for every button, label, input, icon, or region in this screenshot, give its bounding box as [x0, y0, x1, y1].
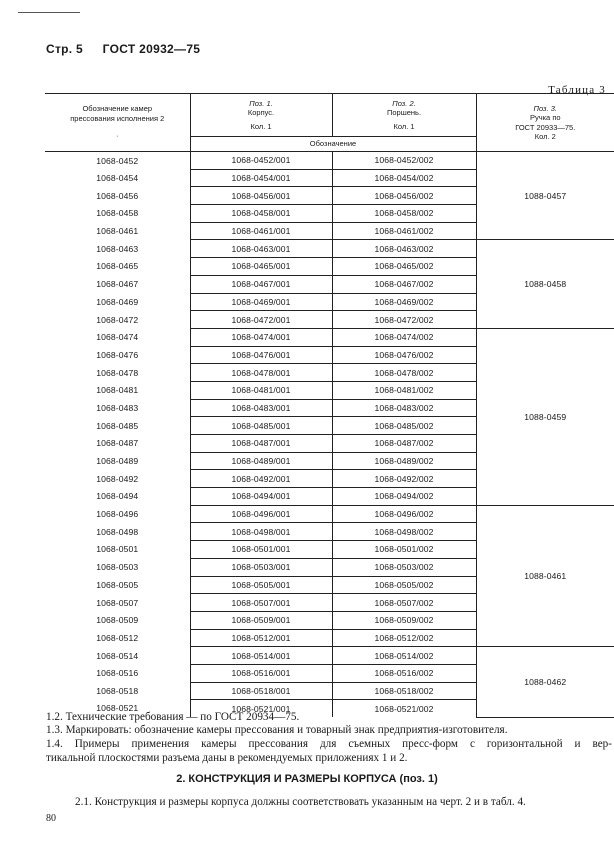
camera-designation-cell: 1068-0516	[45, 664, 190, 682]
camera-designation-cell: 1068-0501	[45, 541, 190, 559]
camera-designation-cell: 1068-0474	[45, 328, 190, 346]
piston-designation-cell: 1068-0505/002	[332, 576, 476, 594]
table-row	[45, 240, 614, 258]
body-designation-cell: 1068-0492/001	[190, 470, 332, 488]
camera-designation-cell: 1068-0505	[45, 576, 190, 594]
piston-designation-cell: 1068-0512/002	[332, 629, 476, 647]
camera-designation-cell: 1068-0512	[45, 629, 190, 647]
piston-designation-cell: 1068-0496/002	[332, 505, 476, 523]
camera-designation-cell: 1068-0476	[45, 346, 190, 364]
section-title: 2. КОНСТРУКЦИЯ И РАЗМЕРЫ КОРПУСА (поз. 1)	[176, 773, 438, 785]
paragraph-1-4-line-2: тикальной плоскостями разъема даны в рекомендуемых приложениях 1 и 2.	[46, 752, 408, 764]
camera-designation-cell: 1068-0494	[45, 488, 190, 506]
piston-designation-cell: 1068-0458/002	[332, 205, 476, 223]
piston-designation-cell: 1068-0452/002	[332, 152, 476, 170]
body-designation-cell: 1068-0478/001	[190, 364, 332, 382]
body-designation-cell: 1068-0469/001	[190, 293, 332, 311]
col1-header-marker: ·	[116, 131, 119, 141]
camera-designation-cell: 1068-0458	[45, 205, 190, 223]
body-designation-cell: 1068-0487/001	[190, 435, 332, 453]
piston-designation-cell: 1068-0494/002	[332, 488, 476, 506]
camera-designation-cell: 1068-0521	[45, 700, 190, 717]
body-designation-cell: 1068-0463/001	[190, 240, 332, 258]
table-body	[45, 152, 614, 718]
body-designation-cell: 1068-0465/001	[190, 258, 332, 276]
body-designation-cell: 1068-0476/001	[190, 346, 332, 364]
table-row	[45, 647, 614, 665]
camera-designation-cell: 1068-0461	[45, 222, 190, 240]
paragraph-2-1: 2.1. Конструкция и размеры корпуса должны соответствовать указанным на черт. 2 и в табл. 4.	[75, 796, 526, 808]
page-label: Стр. 5	[46, 42, 84, 56]
handle-designation-cell: 1088-0462	[476, 647, 614, 717]
body-designation-cell: 1068-0501/001	[190, 541, 332, 559]
camera-designation-cell: 1068-0483	[45, 399, 190, 417]
standard-title: ГОСТ 20932—75	[102, 42, 201, 56]
piston-designation-cell: 1068-0509/002	[332, 611, 476, 629]
col-header-body	[190, 94, 332, 137]
col2-header-line: Поз. 1.	[249, 98, 273, 108]
piston-designation-cell: 1068-0487/002	[332, 435, 476, 453]
piston-designation-cell: 1068-0465/002	[332, 258, 476, 276]
camera-designation-cell: 1068-0454	[45, 169, 190, 187]
camera-designation-cell: 1068-0487	[45, 435, 190, 453]
camera-designation-cell: 1068-0452	[45, 152, 190, 170]
body-designation-cell: 1068-0509/001	[190, 611, 332, 629]
piston-designation-cell: 1068-0498/002	[332, 523, 476, 541]
body-designation-cell: 1068-0496/001	[190, 505, 332, 523]
body-designation-cell: 1068-0458/001	[190, 205, 332, 223]
col2-header-line: Кол. 1	[250, 121, 272, 131]
camera-designation-cell: 1068-0509	[45, 611, 190, 629]
body-designation-cell: 1068-0485/001	[190, 417, 332, 435]
table-caption: Таблица 3	[548, 84, 606, 96]
table-row	[45, 152, 614, 170]
body-designation-cell: 1068-0494/001	[190, 488, 332, 506]
piston-designation-cell: 1068-0456/002	[332, 187, 476, 205]
piston-designation-cell: 1068-0476/002	[332, 346, 476, 364]
piston-designation-cell: 1068-0469/002	[332, 293, 476, 311]
piston-designation-cell: 1068-0489/002	[332, 452, 476, 470]
paragraph-1-2: 1.2. Технические требования — по ГОСТ 20934—75.	[46, 711, 300, 723]
piston-designation-cell: 1068-0518/002	[332, 682, 476, 700]
body-designation-cell: 1068-0507/001	[190, 594, 332, 612]
col-header-piston	[332, 94, 476, 137]
handle-designation-cell: 1088-0459	[476, 328, 614, 505]
camera-designation-cell: 1068-0518	[45, 682, 190, 700]
piston-designation-cell: 1068-0478/002	[332, 364, 476, 382]
camera-designation-cell: 1068-0498	[45, 523, 190, 541]
camera-designation-cell: 1068-0456	[45, 187, 190, 205]
body-designation-cell: 1068-0454/001	[190, 169, 332, 187]
piston-designation-cell: 1068-0483/002	[332, 399, 476, 417]
camera-designation-cell: 1068-0481	[45, 381, 190, 399]
piston-designation-cell: 1068-0507/002	[332, 594, 476, 612]
camera-designation-cell: 1068-0485	[45, 417, 190, 435]
body-designation-cell: 1068-0489/001	[190, 452, 332, 470]
piston-designation-cell: 1068-0474/002	[332, 328, 476, 346]
col2-header-line: Корпус.	[247, 108, 275, 118]
table-row	[45, 328, 614, 346]
col1-header-line: Обозначение камер	[82, 104, 153, 114]
body-designation-cell: 1068-0503/001	[190, 558, 332, 576]
body-designation-cell: 1068-0516/001	[190, 664, 332, 682]
piston-designation-cell: 1068-0481/002	[332, 381, 476, 399]
page-number: 80	[46, 813, 56, 824]
piston-designation-cell: 1068-0514/002	[332, 647, 476, 665]
body-designation-cell: 1068-0521/001	[190, 700, 332, 717]
handle-designation-cell: 1088-0457	[476, 152, 614, 240]
piston-designation-cell: 1068-0461/002	[332, 222, 476, 240]
camera-designation-cell: 1068-0489	[45, 452, 190, 470]
col-header-handle	[476, 94, 614, 152]
designation-table	[45, 93, 614, 718]
camera-designation-cell: 1068-0472	[45, 311, 190, 329]
camera-designation-cell: 1068-0492	[45, 470, 190, 488]
page-header	[46, 42, 200, 56]
col3-header-line: Поршень.	[386, 108, 422, 118]
col3-header-line: Поз. 2.	[392, 98, 416, 108]
camera-designation-cell: 1068-0503	[45, 558, 190, 576]
col4-header-line: ГОСТ 20933—75.	[515, 122, 576, 132]
piston-designation-cell: 1068-0503/002	[332, 558, 476, 576]
body-designation-cell: 1068-0514/001	[190, 647, 332, 665]
body-designation-cell: 1068-0505/001	[190, 576, 332, 594]
piston-designation-cell: 1068-0516/002	[332, 664, 476, 682]
camera-designation-cell: 1068-0478	[45, 364, 190, 382]
piston-designation-cell: 1068-0454/002	[332, 169, 476, 187]
handle-designation-cell: 1088-0458	[476, 240, 614, 328]
body-designation-cell: 1068-0483/001	[190, 399, 332, 417]
body-designation-cell: 1068-0456/001	[190, 187, 332, 205]
table-row	[45, 505, 614, 523]
piston-designation-cell: 1068-0472/002	[332, 311, 476, 329]
body-designation-cell: 1068-0461/001	[190, 222, 332, 240]
camera-designation-cell: 1068-0463	[45, 240, 190, 258]
col-header-designation	[45, 94, 190, 152]
piston-designation-cell: 1068-0492/002	[332, 470, 476, 488]
body-designation-cell: 1068-0481/001	[190, 381, 332, 399]
body-designation-cell: 1068-0512/001	[190, 629, 332, 647]
body-designation-cell: 1068-0467/001	[190, 275, 332, 293]
handle-designation-cell: 1088-0461	[476, 505, 614, 647]
body-designation-cell: 1068-0472/001	[190, 311, 332, 329]
camera-designation-cell: 1068-0469	[45, 293, 190, 311]
body-designation-cell: 1068-0474/001	[190, 328, 332, 346]
piston-designation-cell: 1068-0467/002	[332, 275, 476, 293]
camera-designation-cell: 1068-0467	[45, 275, 190, 293]
body-designation-cell: 1068-0452/001	[190, 152, 332, 170]
paragraph-1-4-line-1: 1.4. Примеры применения камеры прессования для съемных пресс-форм с горизонтальной и вер-	[46, 738, 612, 750]
col1-header-line: прессования исполнения 2	[70, 113, 165, 123]
col3-header-line: Кол. 1	[393, 121, 415, 131]
subheader-designation: Обозначение	[190, 137, 476, 152]
body-designation-cell: 1068-0498/001	[190, 523, 332, 541]
camera-designation-cell: 1068-0514	[45, 647, 190, 665]
camera-designation-cell: 1068-0507	[45, 594, 190, 612]
piston-designation-cell: 1068-0463/002	[332, 240, 476, 258]
piston-designation-cell: 1068-0521/002	[332, 700, 476, 717]
camera-designation-cell: 1068-0496	[45, 505, 190, 523]
col4-header-line: Поз. 3.	[533, 103, 557, 113]
top-rule	[18, 12, 80, 13]
paragraph-1-3: 1.3. Маркировать: обозначение камеры прессования и товарный знак предприятия-изготовителя.	[46, 724, 508, 736]
piston-designation-cell: 1068-0501/002	[332, 541, 476, 559]
col4-header-line: Ручка по	[529, 113, 561, 123]
piston-designation-cell: 1068-0485/002	[332, 417, 476, 435]
body-designation-cell: 1068-0518/001	[190, 682, 332, 700]
col4-header-line: Кол. 2	[534, 131, 556, 141]
camera-designation-cell: 1068-0465	[45, 258, 190, 276]
